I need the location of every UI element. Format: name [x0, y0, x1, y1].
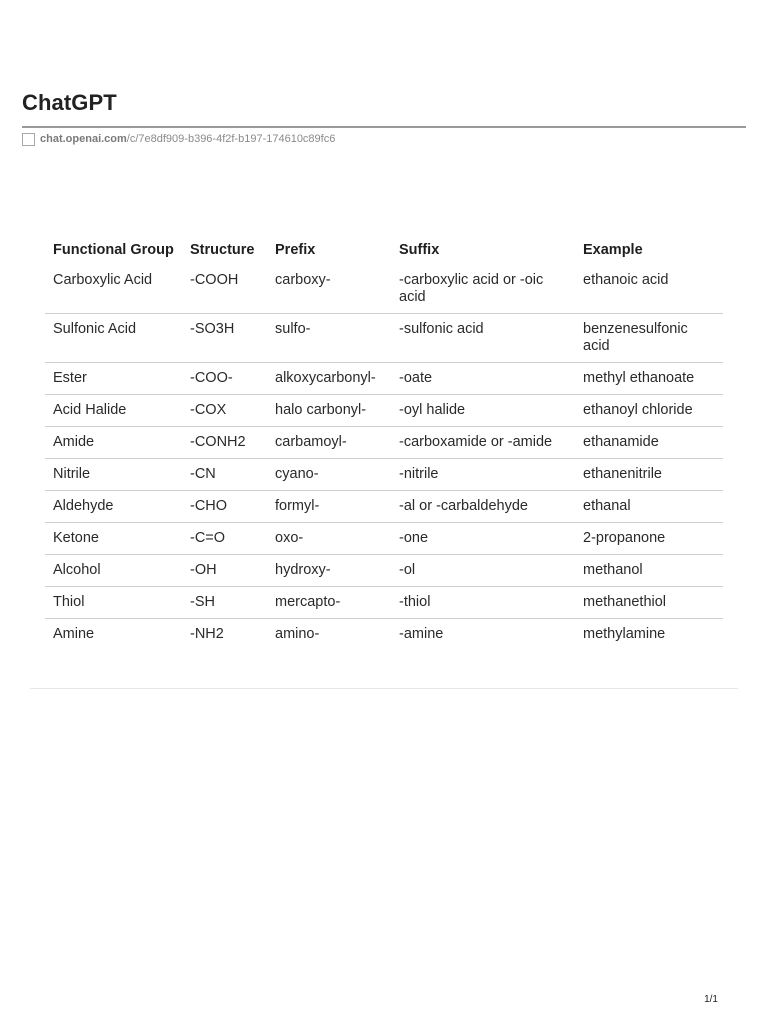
page-number: 1/1	[704, 994, 718, 1005]
cell-structure: -CHO	[190, 498, 228, 514]
cell-example: ethanenitrile	[583, 466, 662, 482]
cell-example: methylamine	[583, 626, 666, 642]
cell-structure: -NH2	[190, 626, 224, 642]
cell-functional-group: Sulfonic Acid	[53, 321, 137, 337]
cell-prefix: amino-	[275, 626, 320, 642]
cell-functional-group: Alcohol	[53, 562, 101, 578]
cell-prefix: halo carbonyl-	[275, 402, 367, 418]
cell-example: ethanamide	[583, 434, 659, 450]
cell-example: benzenesulfonic acid	[583, 321, 688, 354]
table-row	[45, 395, 723, 427]
header-suffix: Suffix	[399, 242, 440, 258]
cell-suffix: -carboxylic acid or -oic acid	[399, 272, 544, 305]
cell-example: methanethiol	[583, 594, 667, 610]
cell-structure: -COOH	[190, 272, 239, 288]
table-row	[45, 314, 723, 363]
cell-prefix: formyl-	[275, 498, 320, 514]
header-example: Example	[583, 242, 643, 258]
header-structure: Structure	[190, 242, 255, 258]
table-row	[45, 491, 723, 523]
title-divider	[22, 126, 746, 128]
cell-example: methanol	[583, 562, 643, 578]
table-header-row	[45, 238, 723, 265]
cell-structure: -C=O	[190, 530, 226, 546]
cell-functional-group: Amine	[53, 626, 95, 642]
table-row	[45, 265, 723, 314]
cell-structure: -COX	[190, 402, 227, 418]
cell-suffix: -sulfonic acid	[399, 321, 484, 337]
cell-functional-group: Carboxylic Acid	[53, 272, 153, 288]
cell-structure: -CONH2	[190, 434, 246, 450]
cell-suffix: -nitrile	[399, 466, 439, 482]
cell-prefix: oxo-	[275, 530, 304, 546]
page-title: ChatGPT	[22, 90, 117, 115]
cell-suffix: -thiol	[399, 594, 431, 610]
table-row	[45, 619, 723, 651]
cell-functional-group: Ketone	[53, 530, 99, 546]
cell-structure: -OH	[190, 562, 217, 578]
cell-suffix: -oate	[399, 370, 433, 386]
cell-functional-group: Acid Halide	[53, 402, 127, 418]
cell-prefix: carboxy-	[275, 272, 331, 288]
cell-suffix: -al or -carbaldehyde	[399, 498, 528, 514]
cell-suffix: -carboxamide or -amide	[399, 434, 553, 450]
cell-prefix: mercapto-	[275, 594, 341, 610]
url-domain: chat.openai.com	[40, 133, 127, 145]
cell-example: ethanoyl chloride	[583, 402, 693, 418]
header-prefix: Prefix	[275, 242, 316, 258]
source-url[interactable]	[22, 131, 335, 147]
cell-prefix: carbamoyl-	[275, 434, 347, 450]
cell-functional-group: Aldehyde	[53, 498, 114, 514]
page-icon	[22, 133, 35, 146]
cell-functional-group: Amide	[53, 434, 95, 450]
cell-prefix: hydroxy-	[275, 562, 331, 578]
cell-example: 2-propanone	[583, 530, 666, 546]
table-row	[45, 363, 723, 395]
cell-functional-group: Nitrile	[53, 466, 91, 482]
cell-structure: -SO3H	[190, 321, 235, 337]
table-row	[45, 427, 723, 459]
table-row	[45, 523, 723, 555]
functional-groups-table	[45, 238, 723, 650]
cell-prefix: cyano-	[275, 466, 319, 482]
cell-suffix: -ol	[399, 562, 416, 578]
header-functional-group: Functional Group	[53, 242, 174, 258]
cell-structure: -COO-	[190, 370, 233, 386]
table-row	[45, 459, 723, 491]
cell-structure: -CN	[190, 466, 216, 482]
cell-suffix: -amine	[399, 626, 444, 642]
cell-example: methyl ethanoate	[583, 370, 695, 386]
cell-example: ethanoic acid	[583, 272, 669, 288]
cell-example: ethanal	[583, 498, 631, 514]
cell-functional-group: Ester	[53, 370, 87, 386]
cell-prefix: sulfo-	[275, 321, 311, 337]
cell-suffix: -oyl halide	[399, 402, 466, 418]
cell-structure: -SH	[190, 594, 215, 610]
cell-suffix: -one	[399, 530, 429, 546]
content-divider	[30, 688, 738, 689]
table-row	[45, 555, 723, 587]
cell-functional-group: Thiol	[53, 594, 85, 610]
cell-prefix: alkoxycarbonyl-	[275, 370, 376, 386]
table-row	[45, 587, 723, 619]
url-path: /c/7e8df909-b396-4f2f-b197-174610c89fc6	[126, 133, 336, 145]
